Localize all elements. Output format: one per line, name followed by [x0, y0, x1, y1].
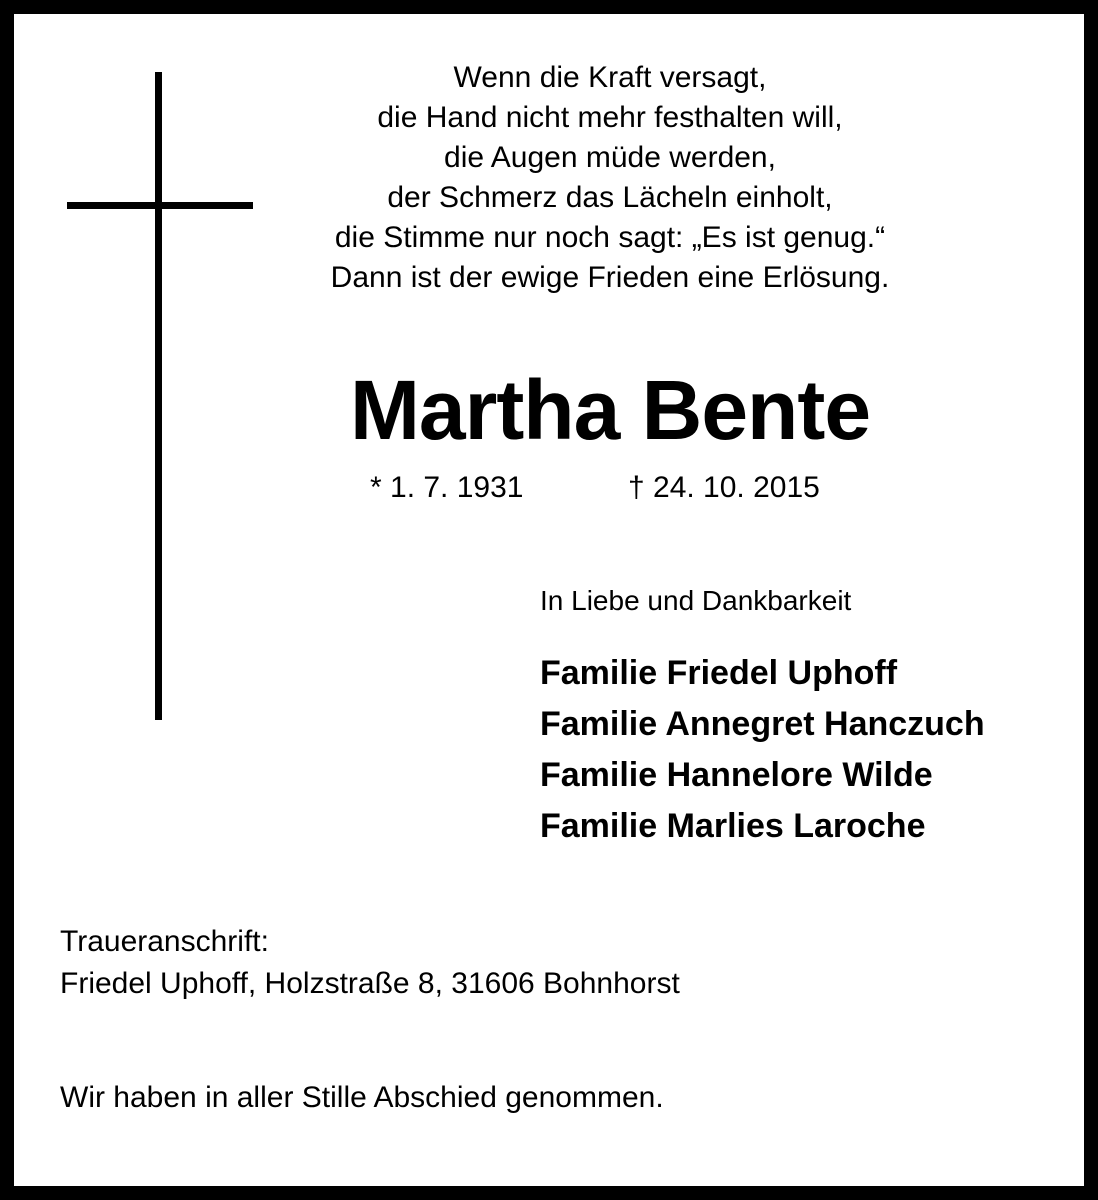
birth-date: * 1. 7. 1931 [370, 471, 524, 504]
cross-horizontal-bar [67, 202, 253, 209]
death-date: † 24. 10. 2015 [628, 471, 820, 504]
address-label: Traueranschrift: [60, 925, 269, 958]
poem-line: die Augen müde werden, [444, 141, 776, 174]
family-name: Familie Friedel Uphoff [540, 654, 898, 692]
closing-statement: Wir haben in aller Stille Abschied genommen. [60, 1081, 664, 1114]
deceased-name: Martha Bente [349, 363, 871, 457]
family-name: Familie Annegret Hanczuch [540, 705, 985, 743]
cross-vertical-bar [155, 72, 162, 720]
poem [260, 58, 960, 298]
family-name: Familie Hannelore Wilde [540, 756, 933, 794]
family-name: Familie Marlies Laroche [540, 807, 926, 845]
poem-line: die Stimme nur noch sagt: „Es ist genug.“ [334, 221, 886, 254]
poem-line: der Schmerz das Lächeln einholt, [387, 181, 833, 214]
poem-line: die Hand nicht mehr festhalten will, [377, 101, 843, 134]
family-list [540, 648, 985, 852]
address-line: Friedel Uphoff, Holzstraße 8, 31606 Bohnhorst [60, 967, 680, 1000]
poem-line: Wenn die Kraft versagt, [453, 61, 767, 94]
poem-line: Dann ist der ewige Frieden eine Erlösung. [330, 261, 890, 294]
mourners-intro: In Liebe und Dankbarkeit [540, 585, 852, 616]
